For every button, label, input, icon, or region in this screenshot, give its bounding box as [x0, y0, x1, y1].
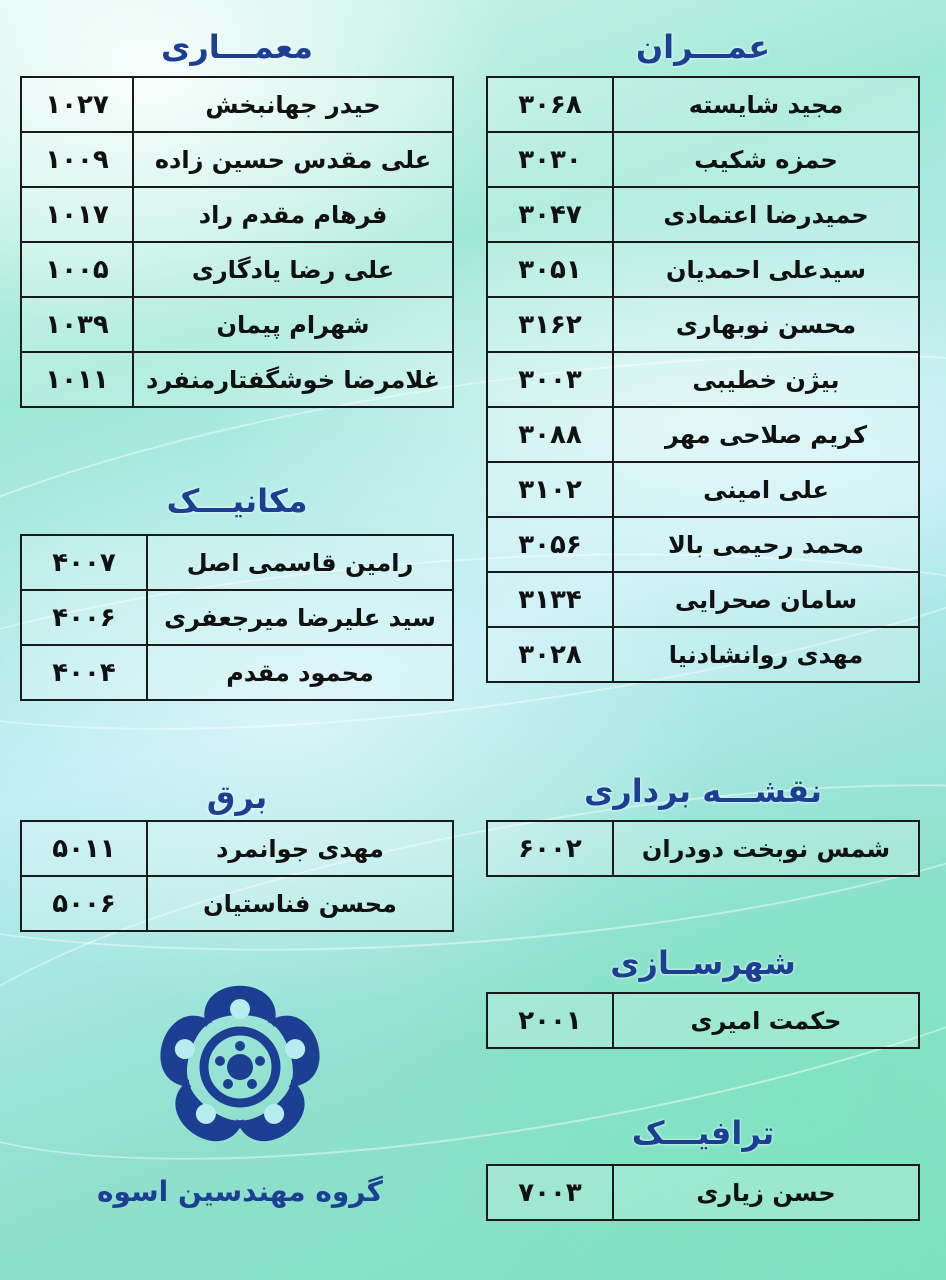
flower-people-logo-icon: [120, 960, 360, 1175]
member-code: ۱۰۰۵: [21, 242, 133, 297]
table-row: [487, 1165, 919, 1220]
member-name: علی مقدس حسین زاده: [133, 132, 453, 187]
table-omran: [486, 76, 920, 683]
member-code: ۳۱۶۲: [487, 297, 613, 352]
table-row: [21, 77, 453, 132]
member-code: ۱۰۲۷: [21, 77, 133, 132]
table-naghshebardari: [486, 820, 920, 877]
section-title-terafik: ترافیـــک: [631, 1114, 775, 1152]
table-row: [487, 572, 919, 627]
member-code: ۷۰۰۳: [487, 1165, 613, 1220]
table-row: [487, 821, 919, 876]
member-name: غلامرضا خوشگفتارمنفرد: [133, 352, 453, 407]
table-row: [487, 352, 919, 407]
member-code: ۳۰۳۰: [487, 132, 613, 187]
table-row: [487, 407, 919, 462]
member-name: حیدر جهانبخش: [133, 77, 453, 132]
member-name: حسن زیاری: [613, 1165, 919, 1220]
member-name: سید علیرضا میرجعفری: [147, 590, 453, 645]
member-code: ۳۰۶۸: [487, 77, 613, 132]
member-name: محسن نوبهاری: [613, 297, 919, 352]
member-code: ۴۰۰۷: [21, 535, 147, 590]
member-name: حمیدرضا اعتمادی: [613, 187, 919, 242]
member-name: محسن فناستیان: [147, 876, 453, 931]
member-code: ۳۰۲۸: [487, 627, 613, 682]
member-code: ۳۰۸۸: [487, 407, 613, 462]
member-code: ۱۰۰۹: [21, 132, 133, 187]
section-title-shahrsazi: شهرســازی: [610, 944, 796, 982]
member-code: ۳۱۳۴: [487, 572, 613, 627]
member-name: محمد رحیمی بالا: [613, 517, 919, 572]
table-row: [21, 590, 453, 645]
member-name: محمود مقدم: [147, 645, 453, 700]
member-name: کریم صلاحی مهر: [613, 407, 919, 462]
member-code: ۴۰۰۴: [21, 645, 147, 700]
brand-name: گروه مهندسین اسوه: [97, 1175, 383, 1208]
table-terafik: [486, 1164, 920, 1221]
table-shahrsazi: [486, 992, 920, 1049]
member-code: ۱۰۱۷: [21, 187, 133, 242]
table-row: [487, 993, 919, 1048]
table-memari: [20, 76, 454, 408]
table-row: [487, 462, 919, 517]
member-name: فرهام مقدم راد: [133, 187, 453, 242]
table-row: [21, 132, 453, 187]
member-code: ۳۰۴۷: [487, 187, 613, 242]
table-row: [21, 535, 453, 590]
member-name: مجید شایسته: [613, 77, 919, 132]
table-row: [21, 187, 453, 242]
member-name: حکمت امیری: [613, 993, 919, 1048]
member-code: ۵۰۱۱: [21, 821, 147, 876]
table-row: [487, 132, 919, 187]
section-title-mekanik: مکانیـــک: [166, 482, 308, 520]
member-name: مهدی جوانمرد: [147, 821, 453, 876]
section-title-naghshebardari: نقشـــه برداری: [583, 772, 823, 810]
member-code: ۳۰۵۶: [487, 517, 613, 572]
table-row: [487, 517, 919, 572]
section-title-bargh: برق: [206, 778, 268, 816]
table-row: [21, 297, 453, 352]
table-mekanik: [20, 534, 454, 701]
member-name: علی رضا یادگاری: [133, 242, 453, 297]
member-code: ۱۰۱۱: [21, 352, 133, 407]
table-row: [487, 297, 919, 352]
table-row: [487, 77, 919, 132]
member-code: ۴۰۰۶: [21, 590, 147, 645]
table-row: [21, 821, 453, 876]
table-row: [21, 645, 453, 700]
member-name: رامین قاسمی اصل: [147, 535, 453, 590]
member-name: سیدعلی احمدیان: [613, 242, 919, 297]
member-name: بیژن خطیبی: [613, 352, 919, 407]
member-code: ۶۰۰۲: [487, 821, 613, 876]
member-code: ۳۰۰۳: [487, 352, 613, 407]
table-bargh: [20, 820, 454, 932]
member-code: ۳۰۵۱: [487, 242, 613, 297]
table-row: [21, 352, 453, 407]
member-code: ۳۱۰۲: [487, 462, 613, 517]
member-name: مهدی روانشادنیا: [613, 627, 919, 682]
member-code: ۱۰۳۹: [21, 297, 133, 352]
member-name: شمس نوبخت دودران: [613, 821, 919, 876]
member-code: ۵۰۰۶: [21, 876, 147, 931]
table-row: [21, 876, 453, 931]
section-title-omran: عمـــران: [635, 28, 771, 66]
table-row: [487, 187, 919, 242]
member-name: شهرام پیمان: [133, 297, 453, 352]
member-name: سامان صحرایی: [613, 572, 919, 627]
table-row: [21, 242, 453, 297]
member-name: علی امینی: [613, 462, 919, 517]
member-code: ۲۰۰۱: [487, 993, 613, 1048]
member-name: حمزه شکیب: [613, 132, 919, 187]
table-row: [487, 242, 919, 297]
table-row: [487, 627, 919, 682]
section-title-memari: معمـــاری: [161, 28, 313, 66]
